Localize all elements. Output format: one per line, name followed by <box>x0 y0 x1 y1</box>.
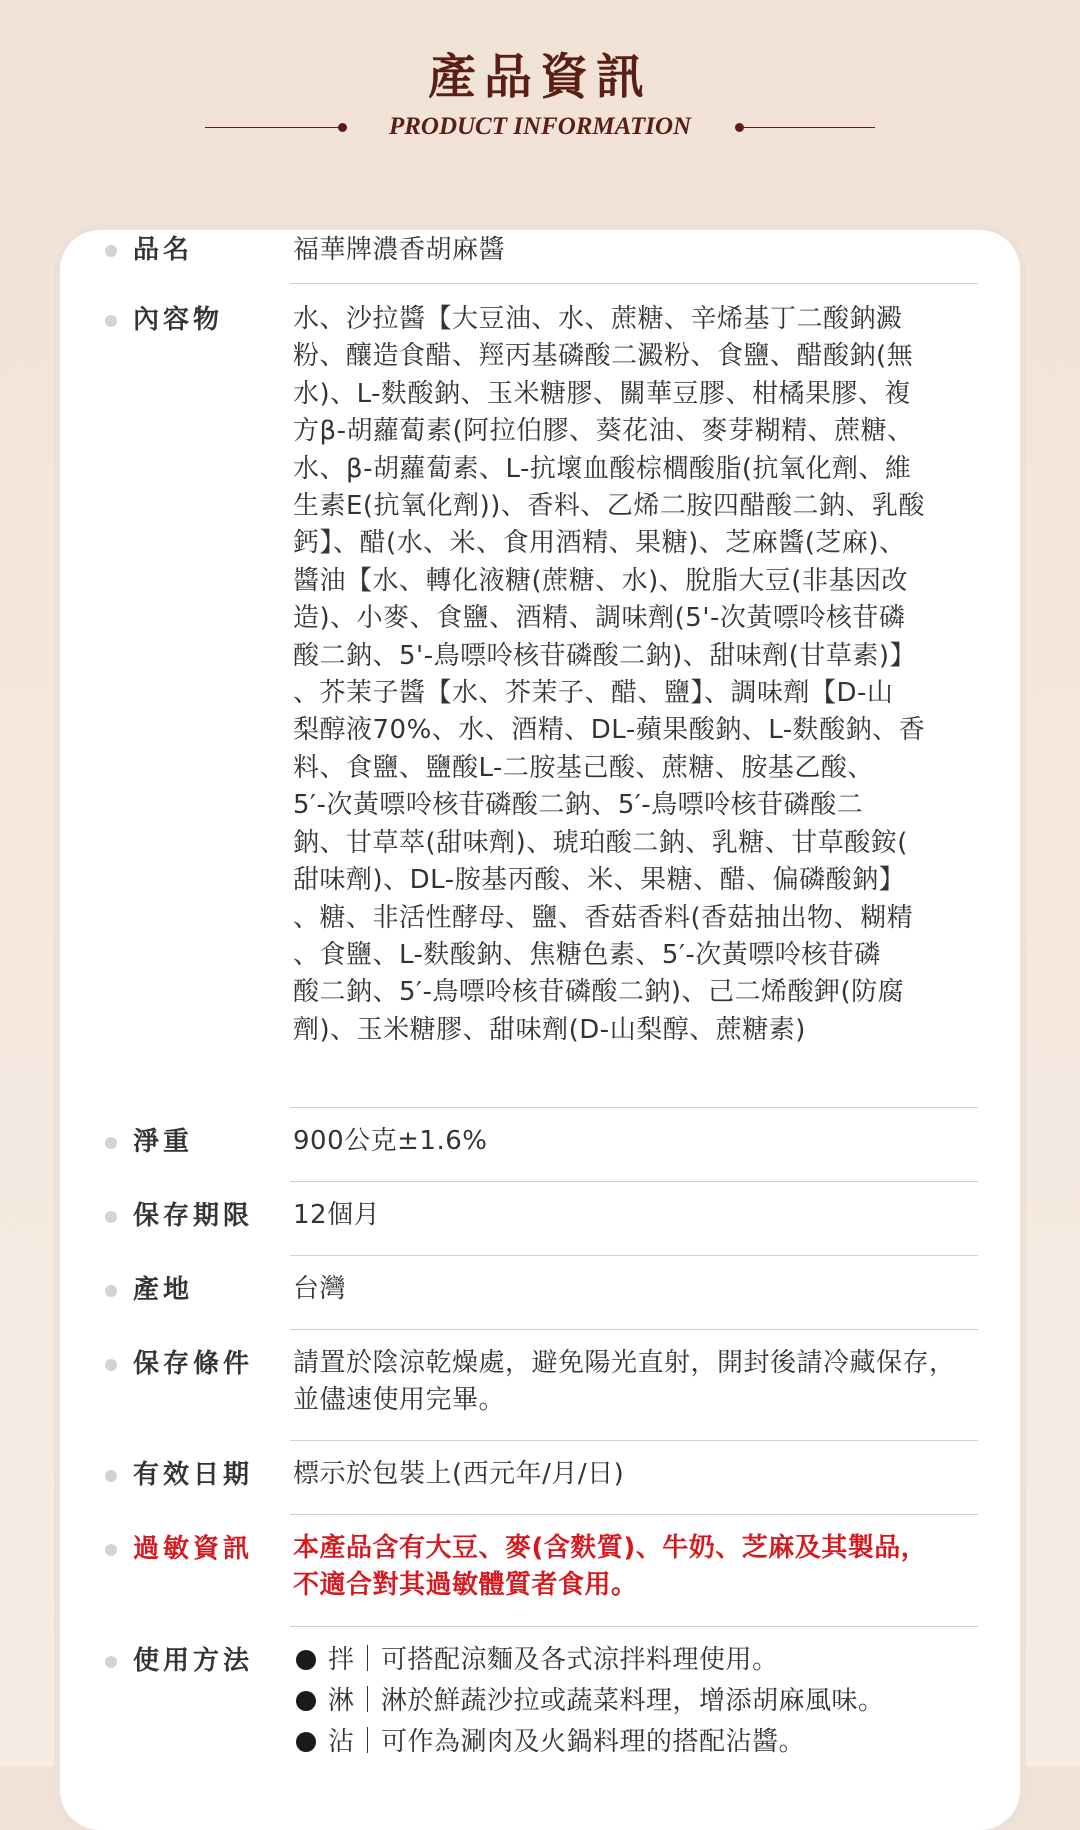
usage-item <box>293 1640 993 1681</box>
contents-line: 粉、釀造食醋、羥丙基磷酸二澱粉、食鹽、醋酸鈉(無 <box>293 341 914 372</box>
page-title: 產品資訊 <box>427 49 652 105</box>
contents-line: 方β-胡蘿蔔素(阿拉伯膠、葵花油、麥芽糊精、蔗糖、 <box>293 416 914 447</box>
divider <box>290 1107 978 1108</box>
usage-item-text: 拌｜可搭配涼麵及各式涼拌料理使用。 <box>328 1645 779 1675</box>
divider <box>290 283 978 284</box>
usage-item-text: 沾｜可作為涮肉及火鍋料理的搭配沾醬。 <box>328 1727 806 1757</box>
contents-line: 、食鹽、L-麩酸鈉、焦糖色素、5′-次黃嘌呤核苷磷 <box>293 939 881 970</box>
label-net-weight: 淨重 <box>133 1127 194 1157</box>
label-origin: 產地 <box>133 1275 194 1305</box>
divider <box>290 1514 978 1515</box>
usage-item-text: 淋｜淋於鮮蔬沙拉或蔬菜料理，增添胡麻風味。 <box>328 1686 885 1716</box>
label-shelf-life: 保存期限 <box>133 1201 254 1231</box>
divider <box>290 1440 978 1441</box>
storage-line: 並儘速使用完畢。 <box>293 1385 506 1416</box>
usage-item <box>293 1722 993 1763</box>
divider-line-left <box>205 127 340 128</box>
contents-line: 水、沙拉醬【大豆油、水、蔗糖、辛烯基丁二酸鈉澱 <box>293 304 903 334</box>
label-expiry: 有效日期 <box>133 1460 254 1490</box>
bullet-icon <box>105 1285 117 1297</box>
bullet-icon <box>105 1470 117 1482</box>
label-storage: 保存條件 <box>133 1349 254 1379</box>
label-usage: 使用方法 <box>133 1646 254 1676</box>
storage-line: 請置於陰涼乾燥處，避免陽光直射，開封後請冷藏保存， <box>293 1348 956 1378</box>
contents-line: 酸二鈉、5'-鳥嘌呤核苷磷酸二鈉)、甜味劑(甘草素)】 <box>293 640 917 671</box>
bullet-icon <box>105 1137 117 1149</box>
value-storage <box>293 1345 993 1420</box>
usage-item <box>293 1681 993 1722</box>
contents-line: 鈉、甘草萃(甜味劑)、琥珀酸二鈉、乳糖、甘草酸銨( <box>293 827 908 858</box>
divider-line-right <box>735 127 875 128</box>
bullet-icon <box>105 1211 117 1223</box>
divider <box>290 1255 978 1256</box>
allergen-line: 不適合對其過敏體質者食用。 <box>293 1570 638 1601</box>
contents-line: 水)、L-麩酸鈉、玉米糖膠、關華豆膠、柑橘果膠、複 <box>293 378 912 409</box>
label-product-name: 品名 <box>133 235 194 265</box>
contents-line: 梨醇液70%、水、酒精、DL-蘋果酸鈉、L-麩酸鈉、香 <box>293 715 926 746</box>
subtitle-row <box>205 112 875 142</box>
divider <box>290 1329 978 1330</box>
contents-line: 甜味劑)、DL-胺基丙酸、米、果糖、醋、偏磷酸鈉】 <box>293 865 906 896</box>
allergen-line: 本產品含有大豆、麥(含麩質)、牛奶、芝麻及其製品， <box>293 1533 928 1563</box>
bullet-icon <box>105 245 117 257</box>
divider <box>290 1181 978 1182</box>
contents-line: 5′-次黃嘌呤核苷磷酸二鈉、5′-鳥嘌呤核苷磷酸二 <box>293 790 864 821</box>
value-usage <box>293 1640 993 1763</box>
contents-line: 劑)、玉米糖膠、甜味劑(D-山梨醇、蔗糖素) <box>293 1014 806 1045</box>
contents-line: 、芥茉子醬【水、芥茉子、醋、鹽】、調味劑【D-山 <box>293 678 894 709</box>
black-dot-icon <box>296 1650 316 1670</box>
dot-left-icon <box>338 123 347 132</box>
divider <box>290 1626 978 1627</box>
value-shelf-life: 12個月 <box>293 1200 381 1230</box>
page-subtitle: PRODUCT INFORMATION <box>388 113 692 140</box>
bullet-icon <box>105 1544 117 1556</box>
contents-line: 、糖、非活性酵母、鹽、香菇香料(香菇抽出物、糊精 <box>293 902 914 933</box>
contents-line: 料、食鹽、鹽酸L-二胺基己酸、蔗糖、胺基乙酸、 <box>293 752 874 783</box>
bullet-icon <box>105 1656 117 1668</box>
contents-line: 造)、小麥、食鹽、酒精、調味劑(5'-次黃嘌呤核苷磷 <box>293 603 906 634</box>
value-origin: 台灣 <box>293 1274 347 1304</box>
black-dot-icon <box>296 1691 316 1711</box>
value-product-name: 福華牌濃香胡麻醬 <box>293 235 506 265</box>
label-allergen: 過敏資訊 <box>133 1534 254 1564</box>
bullet-icon <box>105 315 117 327</box>
contents-line: 酸二鈉、5′-鳥嘌呤核苷磷酸二鈉)、己二烯酸鉀(防腐 <box>293 977 905 1008</box>
product-info-card <box>60 230 1020 1830</box>
value-allergen <box>293 1530 993 1605</box>
value-expiry: 標示於包裝上(西元年/月/日) <box>293 1459 625 1489</box>
value-contents <box>293 301 993 1049</box>
value-net-weight: 900公克±1.6% <box>293 1126 488 1156</box>
contents-line: 水、β-胡蘿蔔素、L-抗壞血酸棕櫚酸脂(抗氧化劑、維 <box>293 453 912 484</box>
label-contents: 內容物 <box>133 305 224 335</box>
contents-line: 鈣】、醋(水、米、食用酒精、果糖)、芝麻醬(芝麻)、 <box>293 528 906 559</box>
bullet-icon <box>105 1359 117 1371</box>
page-header <box>0 0 1080 230</box>
contents-line: 醬油【水、轉化液糖(蔗糖、水)、脫脂大豆(非基因改 <box>293 565 908 596</box>
contents-line: 生素E(抗氧化劑))、香料、乙烯二胺四醋酸二鈉、乳酸 <box>293 491 925 522</box>
black-dot-icon <box>296 1732 316 1752</box>
